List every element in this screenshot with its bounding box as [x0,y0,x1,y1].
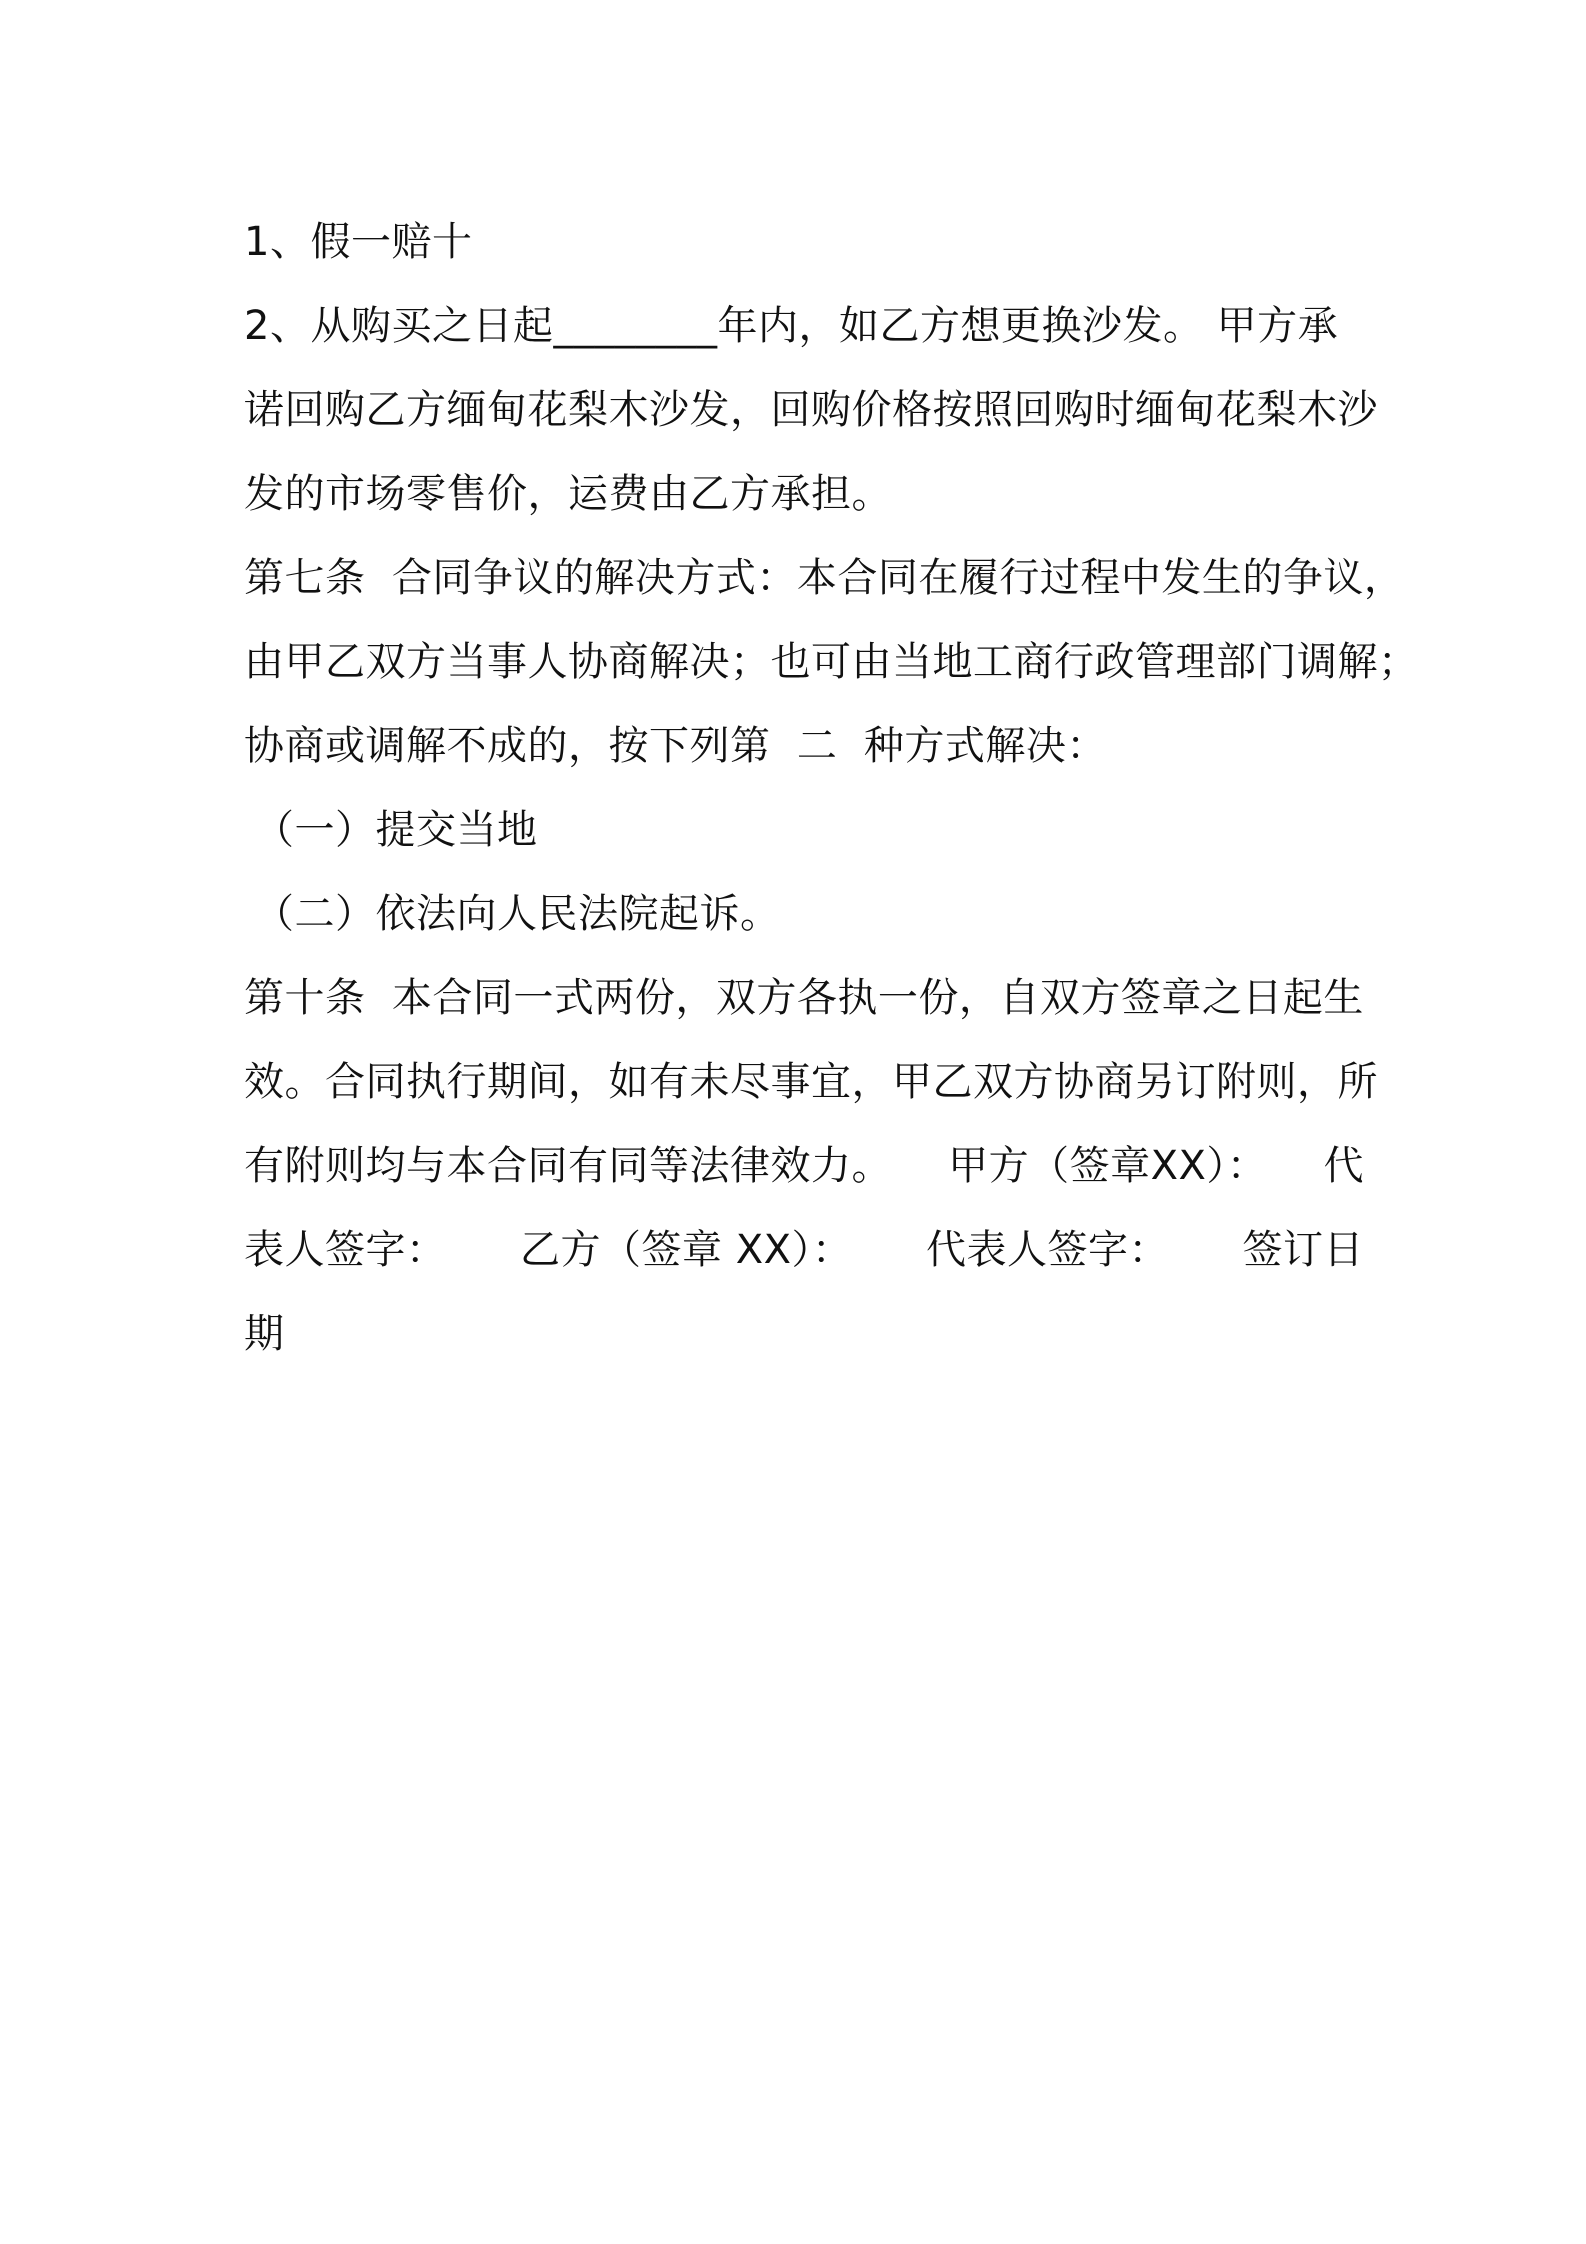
article-7-line-1: 第七条 合同争议的解决方式：本合同在履行过程中发生的争议， [244,555,1405,601]
representative-sign-label-2: 代表人签字： [926,1227,1169,1273]
article-10-line-2: 效。合同执行期间，如有未尽事宜，甲乙双方协商另订附则，所 [244,1059,1378,1105]
representative-label-start: 代 [1323,1143,1364,1189]
option-two: （二）依法向人民法院起诉。 [254,891,781,937]
article-7-line-2: 由甲乙双方当事人协商解决；也可由当地工商行政管理部门调解； [244,639,1419,685]
party-a-seal-label: 甲方（签章XX）： [948,1143,1268,1189]
representative-sign-label: 表人签字： [244,1227,447,1273]
option-one: （一）提交当地 [254,807,538,853]
contract-body [244,200,1419,1376]
sign-date-end: 期 [244,1311,285,1357]
clause-line-3: 诺回购乙方缅甸花梨木沙发，回购价格按照回购时缅甸花梨木沙 [244,387,1378,433]
article-7-line-3: 协商或调解不成的，按下列第 二 种方式解决： [244,723,1107,769]
party-b-seal-label: 乙方（签章 XX）： [519,1227,853,1273]
clause-line-1: 1、假一赔十 [244,219,473,265]
clause-line-2: 2、从购买之日起________年内，如乙方想更换沙发。 甲方承 [244,303,1339,349]
article-10-line-1: 第十条 本合同一式两份，双方各执一份，自双方签章之日起生 [244,975,1364,1021]
sign-date-label: 签订日 [1242,1227,1364,1273]
legal-effect-text: 有附则均与本合同有同等法律效力。 [244,1143,892,1189]
signature-line-1 [244,1124,1364,1208]
signature-line-2 [244,1208,1364,1292]
clause-line-4: 发的市场零售价，运费由乙方承担。 [244,471,892,517]
